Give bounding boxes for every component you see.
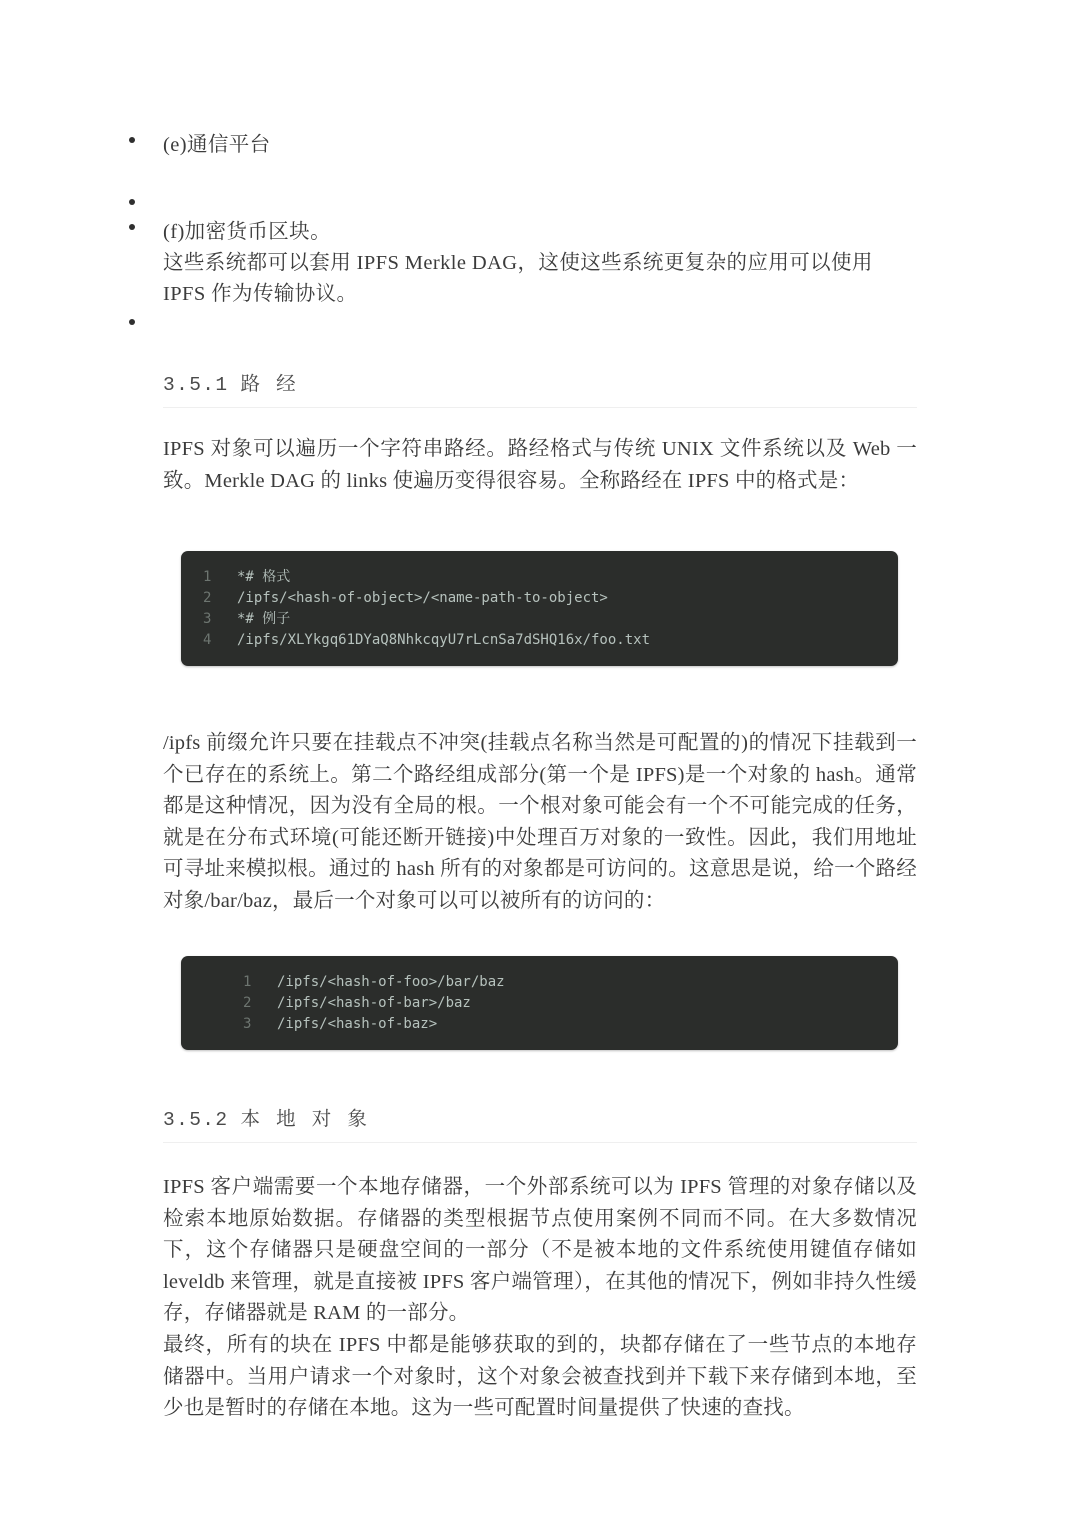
- list-item-line: 这些系统都可以套用 IPFS Merkle DAG，这使这些系统更复杂的应用可以使用: [163, 252, 873, 274]
- line-number: 2: [243, 995, 252, 1011]
- line-number: 4: [203, 632, 212, 648]
- section-3-5-2-body: [163, 1172, 917, 1425]
- list-item-content: [163, 310, 940, 312]
- list-item-line: IPFS 作为传输协议。: [163, 283, 358, 305]
- heading-number: 3.5.2: [163, 1109, 229, 1131]
- code-line: [203, 609, 898, 630]
- section-heading-3-5-2: [163, 1103, 917, 1143]
- section-heading-3-5-1: [163, 368, 917, 408]
- paragraph: 最终，所有的块在 IPFS 中都是能够获取的到的，块都存储在了一些节点的本地存储器中。当用户请求一个对象时，这个对象会被查找到并下载下来存储到本地，至少也是暂时的存储在本地。这为一些可配置时间量提供了快速的查找。: [163, 1333, 917, 1420]
- code-block-path-format: [181, 551, 898, 666]
- paragraph: /ipfs 前缀允许只要在挂载点不冲突(挂载点名称当然是可配置的)的情况下挂载到一个已存在的系统上。第二个路经组成部分(第一个是 IPFS)是一个对象的 hash。通常都是这种情况，因为没有全局的根。一个根对象可能会有一个不可能完成的任务，就是在分布式环境(可能还断开链接)中处理百万对象的一致性。因此，我们用地址可寻址来模拟根。通过的 hash 所有的对象都是可访问的。这意思是说，给一个路经对象/bar/baz，最后一个对象可以可以被所有的访问的：: [163, 732, 917, 912]
- paragraph: IPFS 对象可以遍历一个字符串路经。路经格式与传统 UNIX 文件系统以及 Web 一致。Merkle DAG 的 links 使遍历变得很容易。全称路经在 IPFS 中的格式是：: [163, 438, 917, 492]
- line-number: 3: [203, 611, 212, 627]
- line-number: 1: [243, 974, 252, 990]
- heading-row: [163, 368, 917, 408]
- code-text: /ipfs/<hash-of-object>/<name-path-to-object>: [237, 590, 608, 606]
- list-item-line: (f)加密货币区块。: [163, 221, 331, 243]
- code-content: [181, 551, 898, 651]
- code-content: [181, 956, 898, 1035]
- bullet-dot-icon: [129, 199, 135, 205]
- list-item: [120, 215, 940, 310]
- heading-number: 3.5.1: [163, 374, 229, 396]
- code-line: [203, 630, 898, 651]
- bullet-list: [120, 128, 940, 335]
- code-line: [243, 993, 898, 1014]
- bullet-dot-icon: [129, 319, 135, 325]
- code-line: [203, 567, 898, 588]
- bullet-dot-icon: [129, 224, 135, 230]
- code-line: [243, 972, 898, 993]
- list-item: [120, 310, 940, 335]
- code-text: /ipfs/<hash-of-baz>: [277, 1016, 438, 1032]
- line-number: 1: [203, 569, 212, 585]
- list-item: [120, 190, 940, 215]
- code-line: [203, 588, 898, 609]
- heading-title: 路 经: [240, 374, 298, 396]
- paragraph: IPFS 客户端需要一个本地存储器，一个外部系统可以为 IPFS 管理的对象存储以及检索本地原始数据。存储器的类型根据节点使用案例不同而不同。在大多数情况下，这个存储器只是硬盘空间的一部分（不是被本地的文件系统使用键值存储如 leveldb 来管理，就是直接被 IPFS 客户端管理），在其他的情况下，例如非持久性缓存，存储器就是 RAM 的一部分。: [163, 1176, 917, 1325]
- code-text: /ipfs/XLYkgq61DYaQ8NhkcqyU7rLcnSa7dSHQ16x/foo.txt: [237, 632, 651, 648]
- list-item: [120, 128, 940, 190]
- bullet-dot-icon: [129, 137, 135, 143]
- code-line: [243, 1014, 898, 1035]
- code-text: *# 格式: [237, 569, 291, 585]
- line-number: 3: [243, 1016, 252, 1032]
- heading-title: 本 地 对 象: [240, 1109, 370, 1131]
- list-item-content: [163, 128, 940, 161]
- code-block-path-resolution: [181, 956, 898, 1050]
- list-item-content: [163, 190, 940, 192]
- list-item-line: (e)通信平台: [163, 134, 271, 156]
- list-item-content: [163, 215, 940, 310]
- code-text: *# 例子: [237, 611, 291, 627]
- paragraph-after-code-1-wrap: [163, 728, 917, 918]
- section-3-5-1-body: [163, 434, 917, 497]
- heading-row: [163, 1103, 917, 1143]
- code-text: /ipfs/<hash-of-bar>/baz: [277, 995, 471, 1011]
- code-text: /ipfs/<hash-of-foo>/bar/baz: [277, 974, 505, 990]
- line-number: 2: [203, 590, 212, 606]
